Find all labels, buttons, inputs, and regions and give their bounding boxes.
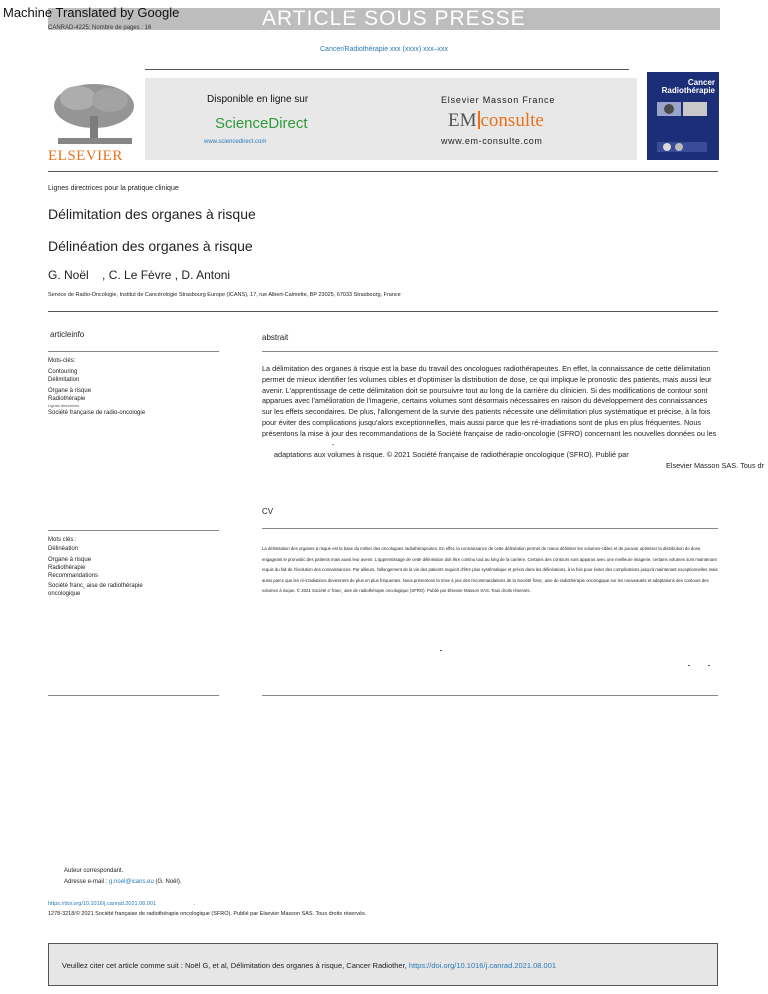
em-logo-left: EM [448,110,477,131]
elsevier-wordmark: ELSEVIER [48,148,123,164]
keyword: Radiothérapie [48,396,86,402]
author-3[interactable]: , D. Antoni [174,268,231,282]
keywords-label: Mots-clés: [48,358,76,364]
stray-mark [708,665,710,666]
keyword: Lignes directrices [48,403,80,408]
article-subtitle: Délinéation des organes à risque [48,238,253,254]
article-title: Délimitation des organes à risque [48,206,256,222]
keyword: Délimitation [48,377,80,383]
abstract-tail: adaptations aux volumes à risque. © 2021 Société française de radiothérapie oncologique (SFRO). Publié par [274,450,629,460]
author-list [48,268,230,282]
article-category: Lignes directrices pour la pratique clinique [48,185,179,192]
cover-title-2: Radiothérapie [661,86,715,95]
journal-cover[interactable] [647,72,719,160]
em-logo-right: consulte [480,110,544,131]
stray-mark [688,665,690,666]
sciencedirect-logo[interactable]: ScienceDirect [215,115,308,132]
cv-divider [262,528,718,529]
email-suffix: (G. Noël). [155,879,182,885]
cv-heading: CV [262,507,274,516]
corresponding-author-note: Auteur correspondant. [64,868,124,874]
header-divider [145,69,629,70]
author-affiliation: Service de Radio-Oncologie, Institut de Cancérologie Strasbourg Europe (ICANS), 17, rue Albert-Calmette, BP 23025, 67033 Strasbourg, France [48,292,401,298]
keywords2-divider [48,530,219,531]
abstract-heading: abstrait [262,333,289,342]
abstract-dash: - [332,439,335,449]
keywords2-label: Mots clés : [48,537,77,543]
info-divider [48,351,219,352]
available-online-label: Disponible en ligne sur [207,94,309,105]
cover-image [657,102,709,154]
keywords-list [48,368,145,417]
author-1[interactable]: G. Noël [48,268,89,282]
machine-translated-label: Machine Translated by Google [3,5,180,20]
journal-citation-line: Cancer/Radiothérapie xxx (xxxx) xxx–xxx [320,46,448,53]
citation-prefix: Veuillez citer cet article comme suit : Noël G, et al, Délimitation des organes à risque, Cancer Radiother, [62,961,407,970]
em-consulte-logo[interactable] [448,110,544,132]
info-end-divider [48,695,219,696]
email-note [64,879,182,885]
email-label: Adresse e-mail : [64,879,108,885]
abstract-text [262,364,764,472]
keyword: Recommandations [48,573,99,579]
cover-title-1: Cancer [687,78,715,87]
abstract-divider [262,351,718,352]
keywords2-list [48,545,143,598]
keyword: Radiothérapie [48,565,86,571]
citation-text [62,961,556,970]
abstract-end-divider [262,695,718,696]
abstract-body: La délimitation des organes à risque est la base du travail des oncologues radiothérapeutes. En effet, la connaissance de cette délimitation permet de mieux identifier les volumes cibles et d'optimiser la distribution de dose, ce qui implique le pronostic des patients, mais aussi leur avenir. L'apprentissage de cette délimitation doit se poursuivre tout au long de la carrière du clinicien. Si des modifications de contour sont apparues avec l'amélioration de l'imagerie, certains volumes sont désormais nécessaires en raison du développement des connaissances sur les effets secondaires. De plus, l'allongement de la survie des patients nécessite une délimitation plus systématique et précise, à la fois pour éviter des complications jusqu'alors exceptionnelles, mais aussi parce que les ré-irradiations sont de plus en plus fréquentes. Nous présentons la mise à jour des recommandations de la Société française de radio-oncologie (SFRO) concernant les nouvelles données ou les [262,364,717,438]
head-divider [48,311,718,312]
em-consulte-link[interactable]: www.em-consulte.com [441,136,543,146]
keyword: Contouring [48,369,78,375]
doi-dot: . [193,901,196,907]
keyword: Délinéation [48,546,79,552]
stray-mark [440,650,442,651]
cv-text: La délimitation des organes à risque est la base du métier des oncologues radiothérapeutes. En effet, la connaissance de cette délinéation permet de mieux délimiter les volumes-cibles et de pouvoir optimiser la distribution de dose, engageant le pronostic des patients mais aussi leur avenir. L'apprentissage de cette délinéation doit être continu tout au long de la carrière. Certains des contours sont apparus avec une meilleure imagerie, certains volumes sont maintenant requis du fait de l'évolution des connaissances. Par ailleurs, l'allongement de la vie des patients requiert d'être plus systématique et précis dans les délinéations, à la fois pour éviter des complications jusqu'à maintenant exceptionnelles mais aussi parce que les ré-irradiations deviennent de plus en plus fréquentes. Nous présentons la mise à jour des recommandations de la Société franc¸ aise de radiothérapie oncologique sur les nouveautés et adaptations des contours des volumes à risque. © 2021 Société e' franc¸ aise de radiothérapie oncologique (SFRO). Publié par Elsevier Masson SAS. Tous droits réservés. [262,546,718,593]
manuscript-id: CANRAD-4225; Nombre de pages : 16 [48,25,152,31]
doi-link[interactable]: https://doi.org/10.1016/j.canrad.2021.08.001 [48,901,156,907]
sciencedirect-link[interactable]: www.sciencedirect.com [204,139,267,145]
em-publisher-label: Elsevier Masson France [441,95,556,105]
email-link[interactable]: g.noel@icans.eu [109,879,154,885]
citation-doi-link[interactable]: https://doi.org/10.1016/j.canrad.2021.08.001 [408,961,557,970]
keyword: Société franc¸ aise de radiothérapie [48,583,143,589]
doi-line [48,901,195,907]
author-2[interactable]: , C. Le Fèvre [102,268,172,282]
abstract-tail-2: Elsevier Masson SAS. Tous dr [665,461,764,471]
keyword: Organe à risque [48,557,92,563]
keyword: Société française de radio-oncologie [48,410,146,416]
article-info-heading: articleinfo [50,330,85,339]
keyword: Organe à risque [48,388,92,394]
in-press-title: ARTICLE SOUS PRESSE [262,7,526,30]
keyword: oncologique [48,591,81,597]
banner-divider [48,171,718,172]
issn-copyright: 1278-3218/© 2021 Société française de radiothérapie oncologique (SFRO). Publié par Elsevier Masson SAS. Tous droits réservés. [48,911,367,917]
